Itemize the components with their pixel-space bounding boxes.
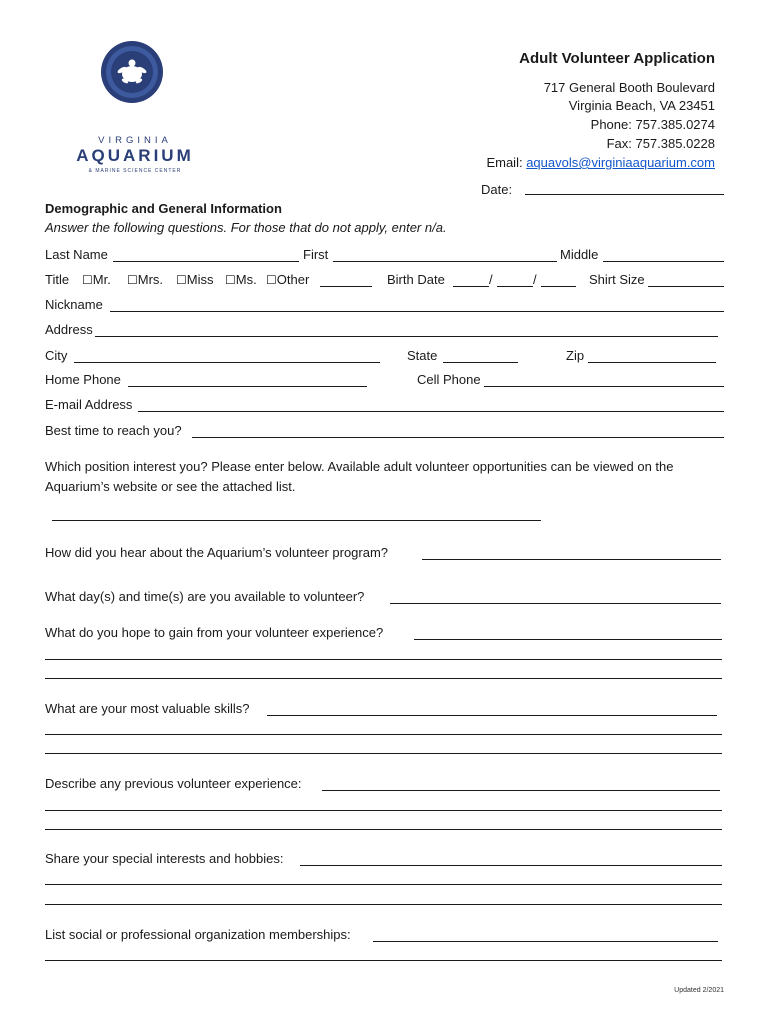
email-address-label: E-mail Address <box>45 397 133 412</box>
availability-field[interactable] <box>390 603 721 604</box>
first-name-field[interactable] <box>333 261 557 262</box>
previous-experience-field-line-3[interactable] <box>45 829 722 830</box>
interests-field[interactable] <box>300 865 722 866</box>
title-option-miss[interactable]: ☐Miss <box>176 272 214 287</box>
birth-day-field[interactable] <box>497 286 533 287</box>
interests-field-line-2[interactable] <box>45 884 722 885</box>
page-title: Adult Volunteer Application <box>519 50 715 67</box>
phone-number: Phone: 757.385.0274 <box>590 117 715 132</box>
middle-name-field[interactable] <box>603 261 724 262</box>
address-line-1: 717 General Booth Boulevard <box>543 80 715 95</box>
hear-question: How did you hear about the Aquarium’s volunteer program? <box>45 545 389 560</box>
email-contact <box>486 153 715 172</box>
checkbox-icon: ☐ <box>266 273 277 287</box>
nickname-field[interactable] <box>110 311 724 312</box>
skills-field-line-3[interactable] <box>45 753 722 754</box>
title-other-field[interactable] <box>320 286 372 287</box>
gain-field-line-2[interactable] <box>45 659 722 660</box>
shirt-size-field[interactable] <box>648 286 724 287</box>
title-option-ms[interactable]: ☐Ms. <box>225 272 257 287</box>
section-instructions: Answer the following questions. For those that do not apply, enter n/a. <box>45 220 447 235</box>
logo-text-aquarium: AQUARIUM <box>76 146 194 165</box>
home-phone-field[interactable] <box>128 386 367 387</box>
section-heading: Demographic and General Information <box>45 201 282 216</box>
checkbox-icon: ☐ <box>82 273 93 287</box>
previous-experience-question: Describe any previous volunteer experience: <box>45 776 302 791</box>
memberships-question: List social or professional organization memberships: <box>45 927 351 942</box>
best-time-label: Best time to reach you? <box>45 423 182 438</box>
updated-date: Updated 2/2021 <box>674 987 724 994</box>
fax-number: Fax: 757.385.0228 <box>606 136 715 151</box>
city-label: City <box>45 348 68 363</box>
skills-field[interactable] <box>267 715 717 716</box>
memberships-field-line-2[interactable] <box>45 960 722 961</box>
logo-text-subtitle: & MARINE SCIENCE CENTER <box>88 168 182 174</box>
cell-phone-label: Cell Phone <box>417 372 481 387</box>
position-question-line-2: Aquarium’s website or see the attached list. <box>45 479 296 494</box>
birth-date-separator: / <box>533 272 537 287</box>
gain-field-line-3[interactable] <box>45 678 722 679</box>
shirt-size-label: Shirt Size <box>589 272 645 287</box>
interests-field-line-3[interactable] <box>45 904 722 905</box>
title-option-mr[interactable]: ☐Mr. <box>82 272 111 287</box>
title-option-mrs[interactable]: ☐Mrs. <box>127 272 164 287</box>
zip-label: Zip <box>566 348 585 363</box>
last-name-label: Last Name <box>45 247 108 262</box>
email-label: Email: <box>486 155 523 170</box>
previous-experience-field[interactable] <box>322 790 720 791</box>
cell-phone-field[interactable] <box>484 386 724 387</box>
home-phone-label: Home Phone <box>45 372 121 387</box>
middle-name-label: Middle <box>560 247 599 262</box>
state-field[interactable] <box>443 362 518 363</box>
logo <box>60 40 210 180</box>
zip-field[interactable] <box>588 362 716 363</box>
first-name-label: First <box>303 247 329 262</box>
title-option-other[interactable]: ☐Other <box>266 272 310 287</box>
memberships-field[interactable] <box>373 941 718 942</box>
date-label: Date: <box>481 182 513 197</box>
sea-turtle-icon <box>100 40 164 104</box>
city-field[interactable] <box>74 362 380 363</box>
address-field[interactable] <box>95 336 718 337</box>
birth-month-field[interactable] <box>453 286 489 287</box>
gain-question: What do you hope to gain from your volunteer experience? <box>45 625 384 640</box>
birth-year-field[interactable] <box>541 286 576 287</box>
best-time-field[interactable] <box>192 437 724 438</box>
checkbox-icon: ☐ <box>127 273 138 287</box>
hear-field[interactable] <box>422 559 721 560</box>
skills-question: What are your most valuable skills? <box>45 701 250 716</box>
state-label: State <box>407 348 438 363</box>
skills-field-line-2[interactable] <box>45 734 722 735</box>
interests-question: Share your special interests and hobbies: <box>45 851 284 866</box>
email-address-field[interactable] <box>138 411 724 412</box>
birth-date-label: Birth Date <box>387 272 445 287</box>
title-label: Title <box>45 272 70 287</box>
logo-text-virginia: VIRGINIA <box>98 135 172 146</box>
checkbox-icon: ☐ <box>225 273 236 287</box>
email-link[interactable]: aquavols@virginiaaquarium.com <box>526 155 715 170</box>
birth-date-separator: / <box>489 272 493 287</box>
address-label: Address <box>45 322 93 337</box>
gain-field[interactable] <box>414 639 722 640</box>
position-question-line-1: Which position interest you? Please enter below. Available adult volunteer opportunities can be viewed on the <box>45 459 674 474</box>
checkbox-icon: ☐ <box>176 273 187 287</box>
last-name-field[interactable] <box>113 261 299 262</box>
date-field[interactable] <box>525 194 724 195</box>
availability-question: What day(s) and time(s) are you available to volunteer? <box>45 589 365 604</box>
nickname-label: Nickname <box>45 297 103 312</box>
position-field[interactable] <box>52 520 541 521</box>
address-line-2: Virginia Beach, VA 23451 <box>568 98 715 113</box>
previous-experience-field-line-2[interactable] <box>45 810 722 811</box>
